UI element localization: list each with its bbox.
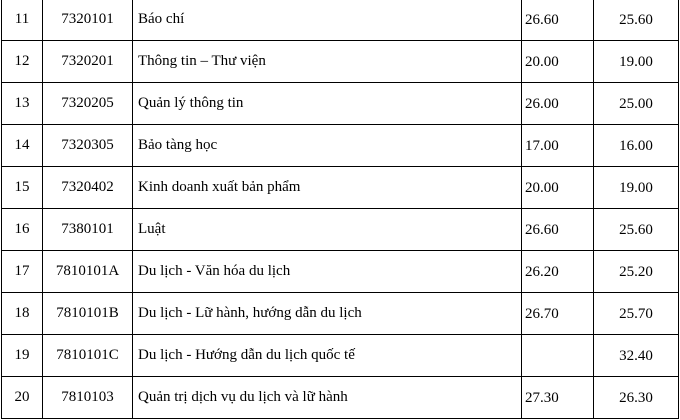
score-1: 26.60 — [522, 0, 594, 41]
table-row — [2, 41, 679, 83]
program-code: 7810101C — [43, 335, 133, 377]
score-1: 26.00 — [522, 83, 594, 125]
table-row — [2, 209, 679, 251]
program-name: Quản lý thông tin — [133, 83, 522, 125]
program-code: 7320205 — [43, 83, 133, 125]
table-row — [2, 251, 679, 293]
program-name: Du lịch - Văn hóa du lịch — [133, 251, 522, 293]
program-name: Luật — [133, 209, 522, 251]
program-code: 7320402 — [43, 167, 133, 209]
program-name: Thông tin – Thư viện — [133, 41, 522, 83]
score-2: 32.40 — [594, 335, 679, 377]
score-1: 27.30 — [522, 377, 594, 419]
table-row — [2, 125, 679, 167]
score-1 — [522, 335, 594, 377]
score-2: 25.60 — [594, 209, 679, 251]
table-row — [2, 0, 679, 41]
program-code: 7810103 — [43, 377, 133, 419]
table-row — [2, 293, 679, 335]
score-2: 16.00 — [594, 125, 679, 167]
row-number: 12 — [2, 41, 43, 83]
row-number: 15 — [2, 167, 43, 209]
score-1: 26.70 — [522, 293, 594, 335]
row-number: 19 — [2, 335, 43, 377]
program-code: 7810101B — [43, 293, 133, 335]
program-code: 7380101 — [43, 209, 133, 251]
row-number: 11 — [2, 0, 43, 41]
program-name: Du lịch - Hướng dẫn du lịch quốc tế — [133, 335, 522, 377]
score-1: 26.20 — [522, 251, 594, 293]
score-2: 19.00 — [594, 167, 679, 209]
program-name: Kinh doanh xuất bản phẩm — [133, 167, 522, 209]
score-2: 25.00 — [594, 83, 679, 125]
row-number: 20 — [2, 377, 43, 419]
score-1: 17.00 — [522, 125, 594, 167]
program-name: Quản trị dịch vụ du lịch và lữ hành — [133, 377, 522, 419]
program-code: 7320201 — [43, 41, 133, 83]
score-2: 25.20 — [594, 251, 679, 293]
score-1: 20.00 — [522, 41, 594, 83]
table-row — [2, 377, 679, 419]
row-number: 13 — [2, 83, 43, 125]
row-number: 17 — [2, 251, 43, 293]
score-1: 20.00 — [522, 167, 594, 209]
table-row — [2, 83, 679, 125]
row-number: 18 — [2, 293, 43, 335]
program-code: 7320305 — [43, 125, 133, 167]
score-2: 25.70 — [594, 293, 679, 335]
program-name: Báo chí — [133, 0, 522, 41]
score-2: 26.30 — [594, 377, 679, 419]
row-number: 14 — [2, 125, 43, 167]
program-code: 7320101 — [43, 0, 133, 41]
program-name: Du lịch - Lữ hành, hướng dẫn du lịch — [133, 293, 522, 335]
admission-scores-table — [1, 0, 679, 419]
score-1: 26.60 — [522, 209, 594, 251]
program-name: Bảo tàng học — [133, 125, 522, 167]
row-number: 16 — [2, 209, 43, 251]
table-row — [2, 167, 679, 209]
score-2: 19.00 — [594, 41, 679, 83]
table-body — [2, 0, 679, 419]
table-row — [2, 335, 679, 377]
score-2: 25.60 — [594, 0, 679, 41]
program-code: 7810101A — [43, 251, 133, 293]
